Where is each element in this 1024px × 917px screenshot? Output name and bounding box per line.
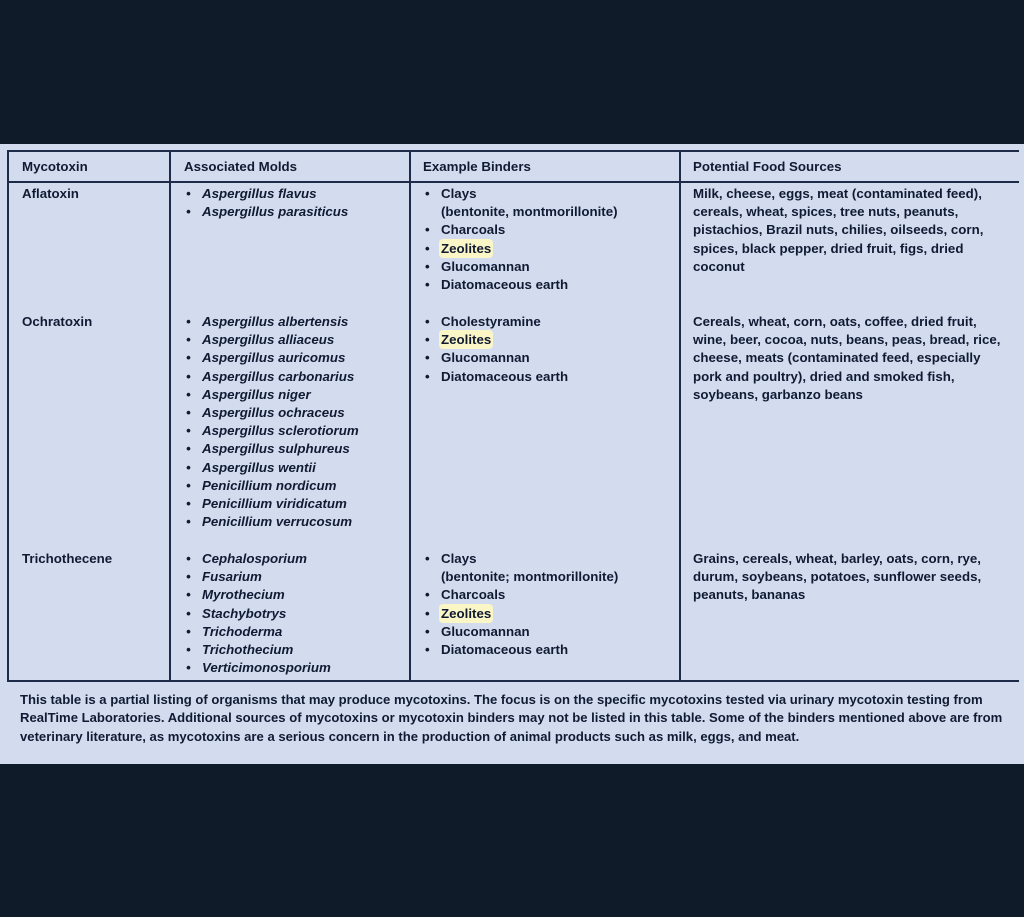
table-footnote: This table is a partial listing of organisms that may produce mycotoxins. The focus is on the specific mycotoxins tested via urinary mycotoxin testing from RealTime Laboratories. Additional sources of mycotoxins or mycotoxin binders may not be listed in this table. Some of the binders mentioned above are from veterinary literature, as mycotoxins are a serious concern in the production of animal products such as milk, eggs, and meat. [20, 692, 1003, 744]
header-example-binders: Example Binders [423, 159, 531, 174]
header-associated-molds: Associated Molds [184, 159, 298, 174]
list-item: • Trichothecium [184, 641, 331, 659]
list-item: • Diatomaceous earth [423, 641, 618, 659]
molds-list-aflatoxin [184, 185, 348, 221]
binders-list-ochratoxin [423, 313, 568, 386]
list-item: • Glucomannan [423, 623, 618, 641]
list-item: • Aspergillus wentii [184, 459, 359, 477]
food-sources-trichothecene: Grains, cereals, wheat, barley, oats, corn, rye, durum, soybeans, potatoes, sunflower seeds, peanuts, bananas [693, 551, 982, 603]
mycotoxin-table-panel [0, 144, 1024, 764]
mycotoxin-ochratoxin: Ochratoxin [22, 314, 93, 329]
list-item: • Aspergillus niger [184, 386, 359, 404]
list-item: • Trichoderma [184, 623, 331, 641]
list-item: • Stachybotrys [184, 605, 331, 623]
list-item [423, 550, 618, 586]
list-item: • Myrothecium [184, 586, 331, 604]
list-item [423, 331, 568, 349]
binder-text: Clays [441, 186, 477, 201]
mycotoxin-aflatoxin: Aflatoxin [22, 186, 79, 201]
mycotoxin-table [7, 150, 1019, 682]
binder-text: Clays [441, 551, 477, 566]
binders-list-aflatoxin [423, 185, 618, 294]
list-item: • Aspergillus carbonarius [184, 368, 359, 386]
list-item: • Fusarium [184, 568, 331, 586]
header-potential-food-sources: Potential Food Sources [693, 159, 842, 174]
list-item: • Penicillium verrucosum [184, 513, 359, 531]
list-item: • Aspergillus sulphureus [184, 440, 359, 458]
list-item: • Glucomannan [423, 349, 568, 367]
list-item: • Glucomannan [423, 258, 618, 276]
column-divider [679, 152, 681, 680]
binders-list-trichothecene [423, 550, 618, 659]
list-item: • Aspergillus alliaceus [184, 331, 359, 349]
list-item: • Aspergillus parasiticus [184, 203, 348, 221]
molds-list-trichothecene [184, 550, 331, 677]
header-divider [9, 181, 1019, 183]
list-item: • Aspergillus albertensis [184, 313, 359, 331]
highlighted-binder: Zeolites [441, 240, 492, 256]
list-item: • Diatomaceous earth [423, 276, 618, 294]
list-item: • Aspergillus sclerotiorum [184, 422, 359, 440]
list-item: • Cholestyramine [423, 313, 568, 331]
list-item: • Aspergillus flavus [184, 185, 348, 203]
list-item [423, 185, 618, 221]
highlighted-binder: Zeolites [441, 332, 492, 348]
list-item: • Verticimonosporium [184, 659, 331, 677]
header-mycotoxin: Mycotoxin [22, 159, 88, 174]
list-item: • Aspergillus ochraceus [184, 404, 359, 422]
column-divider [169, 152, 171, 680]
binder-subtext: (bentonite; montmorillonite) [441, 569, 619, 585]
highlighted-binder: Zeolites [441, 605, 492, 621]
food-sources-aflatoxin: Milk, cheese, eggs, meat (contaminated feed), cereals, wheat, spices, tree nuts, peanuts, pistachios, Brazil nuts, chilies, oilseeds, corn, spices, black pepper, dried fruit, figs, dried coconut [693, 186, 984, 274]
list-item: • Diatomaceous earth [423, 368, 568, 386]
column-divider [409, 152, 411, 680]
list-item: • Penicillium nordicum [184, 477, 359, 495]
list-item: • Cephalosporium [184, 550, 331, 568]
mycotoxin-trichothecene: Trichothecene [22, 551, 113, 566]
list-item: • Penicillium viridicatum [184, 495, 359, 513]
list-item: • Aspergillus auricomus [184, 349, 359, 367]
list-item [423, 240, 618, 258]
list-item: • Charcoals [423, 586, 618, 604]
list-item [423, 605, 618, 623]
molds-list-ochratoxin [184, 313, 359, 531]
list-item: • Charcoals [423, 221, 618, 239]
food-sources-ochratoxin: Cereals, wheat, corn, oats, coffee, dried fruit, wine, beer, cocoa, nuts, beans, peas, bread, rice, cheese, meats (contaminated feed, especially pork and poultry), dried and smoked fish, soybeans, garbanzo beans [693, 314, 1001, 402]
binder-subtext: (bentonite, montmorillonite) [441, 204, 618, 220]
